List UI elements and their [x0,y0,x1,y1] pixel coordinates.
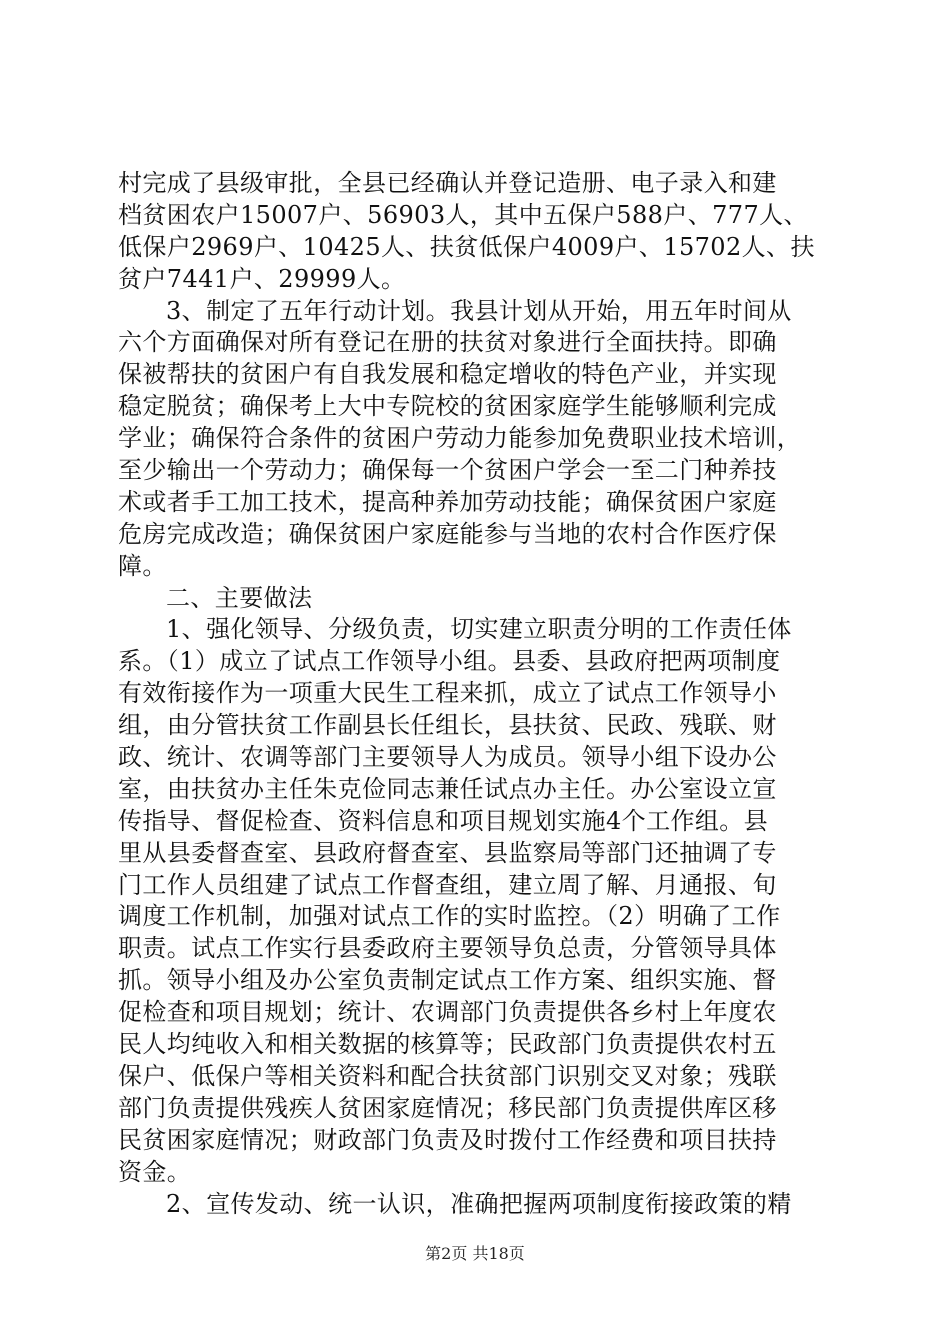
text-line: 抓。领导小组及办公室负责制定试点工作方案、组织实施、督 [118,966,777,995]
text-line: 1、强化领导、分级负责，切实建立职责分明的工作责任体 [166,615,792,644]
text-line: 村完成了县级审批，全县已经确认并登记造册、电子录入和建 [118,169,777,197]
text-line: 稳定脱贫；确保考上大中专院校的贫困家庭学生能够顺利完成 [118,392,777,421]
text-line: 室，由扶贫办主任朱克俭同志兼任试点办主任。办公室设立宣 [118,774,777,803]
text-line: 里从县委督查室、县政府督查室、县监察局等部门还抽调了专 [118,838,777,867]
text-line: 部门负责提供残疾人贫困家庭情况；移民部门负责提供库区移 [118,1093,777,1122]
text-line: 档贫困农户15007户、56903人，其中五保户588户、777人、 [118,200,808,229]
text-line: 低保户2969户、10425人、扶贫低保户4009户、15702人、扶 [118,232,815,261]
text-line: 有效衔接作为一项重大民生工程来抓，成立了试点工作领导小 [118,679,777,708]
document-body [118,168,838,1220]
text-line: 调度工作机制，加强对试点工作的实时监控。（2）明确了工作 [118,902,781,931]
text-line: 至少输出一个劳动力；确保每一个贫困户学会一至二门种养技 [118,456,777,485]
text-line: 2、宣传发动、统一认识，准确把握两项制度衔接政策的精 [166,1189,792,1218]
text-line: 二、主要做法 [166,583,313,612]
text-line: 政、统计、农调等部门主要领导人为成员。领导小组下设办公 [118,743,777,772]
text-line: 职责。试点工作实行县委政府主要领导负总责，分管领导具体 [118,934,777,963]
text-line: 促检查和项目规划；统计、农调部门负责提供各乡村上年度农 [118,998,777,1027]
text-line: 传指导、督促检查、资料信息和项目规划实施4个工作组。县 [118,806,769,835]
text-line: 资金。 [118,1157,192,1186]
text-line: 3、制定了五年行动计划。我县计划从开始，用五年时间从 [166,296,792,325]
text-line: 门工作人员组建了试点工作督查组，建立周了解、月通报、旬 [118,870,777,899]
text-line: 民人均纯收入和相关数据的核算等；民政部门负责提供农村五 [118,1030,777,1059]
text-line: 保户、低保户等相关资料和配合扶贫部门识别交叉对象；残联 [118,1061,777,1090]
text-line: 危房完成改造；确保贫困户家庭能参与当地的农村合作医疗保 [118,519,777,548]
text-line: 术或者手工加工技术，提高种养加劳动技能；确保贫困户家庭 [118,487,777,516]
text-line: 障。 [118,551,167,580]
page-footer: 第2页 共18页 [425,1244,525,1263]
text-line: 学业；确保符合条件的贫困户劳动力能参加免费职业技术培训， [118,424,802,453]
text-line: 组，由分管扶贫工作副县长任组长，县扶贫、民政、残联、财 [118,711,777,740]
text-line: 民贫困家庭情况；财政部门负责及时拨付工作经费和项目扶持 [118,1125,777,1154]
text-line: 保被帮扶的贫困户有自我发展和稳定增收的特色产业，并实现 [118,360,777,389]
text-line: 贫户7441户、29999人。 [118,264,406,293]
text-line: 六个方面确保对所有登记在册的扶贫对象进行全面扶持。即确 [118,328,777,357]
text-line: 系。（1）成立了试点工作领导小组。县委、县政府把两项制度 [118,647,781,676]
